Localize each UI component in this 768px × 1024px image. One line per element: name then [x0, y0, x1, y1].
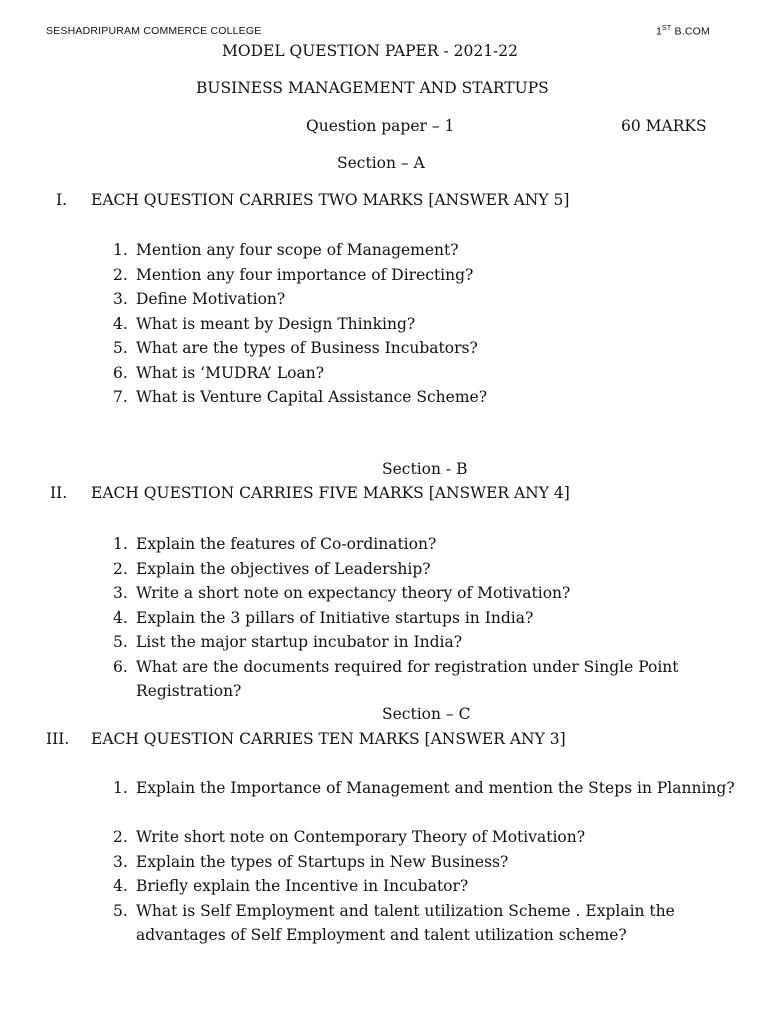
- question-text: Explain the features of Co-ordination?: [136, 535, 437, 553]
- paper-title: MODEL QUESTION PAPER - 2021-22: [222, 42, 519, 60]
- class-suffix: B.COM: [671, 25, 710, 38]
- question-text: What are the types of Business Incubators?: [136, 339, 478, 357]
- section-b-instruction: EACH QUESTION CARRIES FIVE MARKS [ANSWER ANY 4]: [91, 484, 570, 502]
- question-text: What is meant by Design Thinking?: [136, 314, 416, 333]
- question-text: Briefly explain the Incentive in Incubator?: [136, 877, 469, 895]
- section-c-instruction: EACH QUESTION CARRIES TEN MARKS [ANSWER ANY 3]: [91, 730, 566, 748]
- question-text: What is Venture Capital Assistance Scheme?: [136, 388, 488, 406]
- total-marks: 60 MARKS: [621, 117, 707, 135]
- subject-title: BUSINESS MANAGEMENT AND STARTUPS: [196, 79, 549, 97]
- section-b-title: Section - B: [382, 460, 468, 478]
- section-a-title: Section – A: [337, 154, 425, 172]
- class-prefix: 1: [656, 25, 663, 38]
- question-text: Explain the 3 pillars of Initiative startups in India?: [136, 608, 534, 627]
- section-b-roman: II.: [50, 484, 68, 502]
- question-text: List the major startup incubator in India?: [136, 633, 463, 651]
- question-text: What is ‘MUDRA’ Loan?: [136, 363, 325, 382]
- section-a-roman: I.: [56, 191, 68, 209]
- class-label: [656, 25, 710, 38]
- paper-number: Question paper – 1: [306, 117, 455, 135]
- section-c-title: Section – C: [382, 705, 471, 723]
- section-c-roman: III.: [46, 730, 70, 748]
- question-text: Explain the Importance of Management and mention the Steps in Planning?: [136, 779, 735, 797]
- question-text: What is Self Employment and talent utilization Scheme . Explain the advantages of Self Employment and talent utilization scheme?: [136, 901, 675, 944]
- question-text: What are the documents required for registration under Single Point Registration?: [136, 657, 679, 700]
- question-text: Mention any four importance of Directing?: [136, 265, 474, 284]
- class-superscript: ST: [662, 25, 672, 32]
- question-text: Mention any four scope of Management?: [136, 241, 459, 259]
- college-name: SESHADRIPURAM COMMERCE COLLEGE: [46, 25, 262, 37]
- question-text: Write short note on Contemporary Theory of Motivation?: [136, 828, 586, 846]
- section-a-instruction: EACH QUESTION CARRIES TWO MARKS [ANSWER ANY 5]: [91, 191, 570, 209]
- question-text: Write a short note on expectancy theory of Motivation?: [136, 584, 571, 602]
- question-text: Define Motivation?: [136, 290, 286, 308]
- question-text: Explain the objectives of Leadership?: [136, 559, 431, 578]
- question-text: Explain the types of Startups in New Business?: [136, 852, 509, 871]
